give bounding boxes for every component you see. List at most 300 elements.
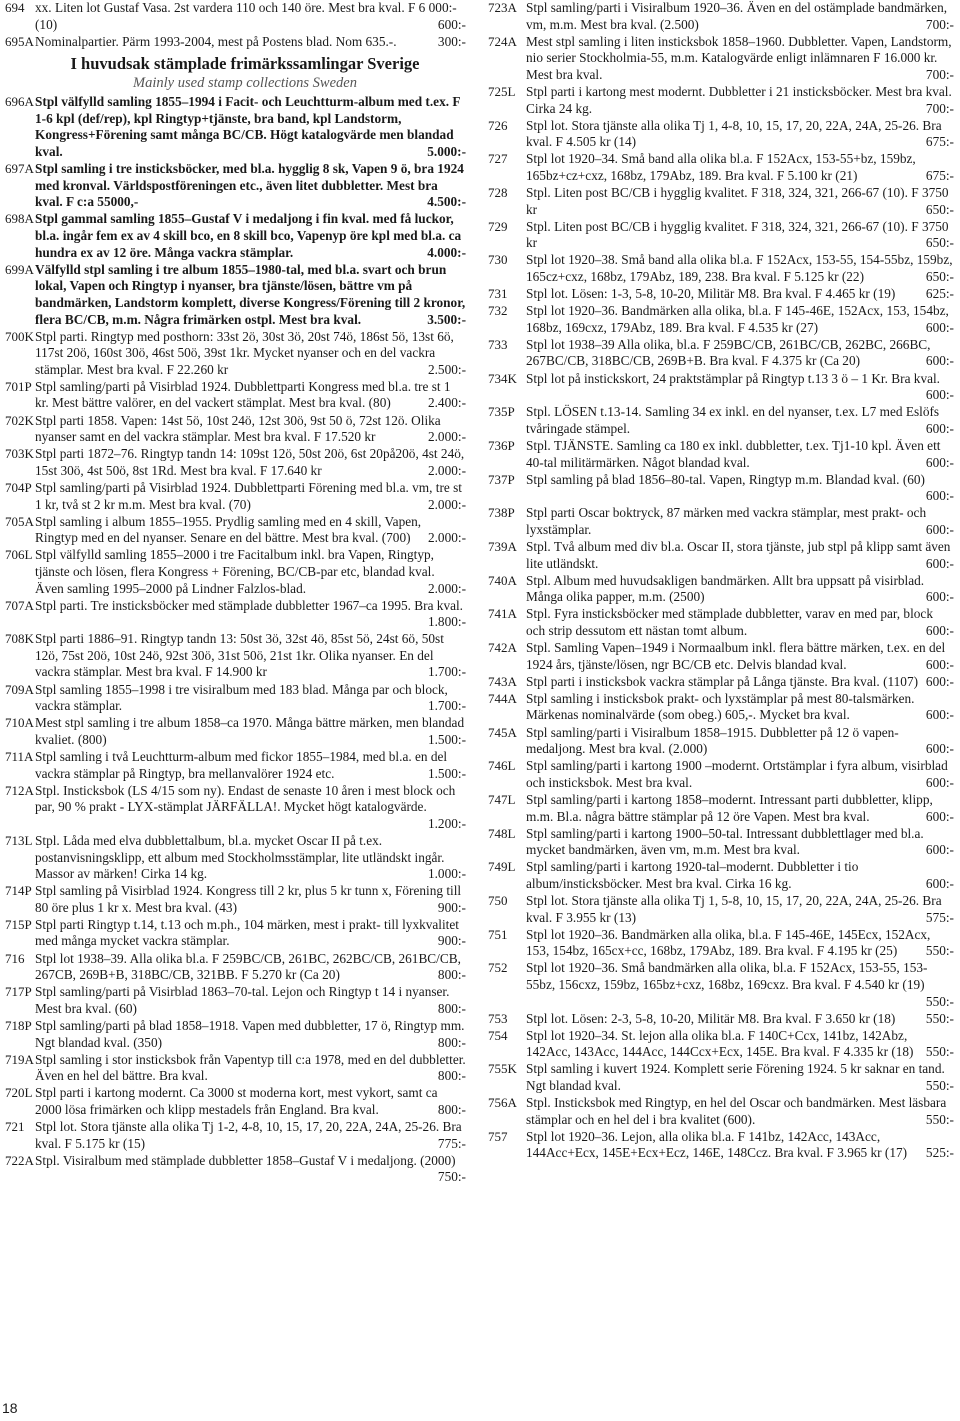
lot-entry [0, 1119, 470, 1152]
lot-description: Stpl samling/parti i kartong 1900–50-tal. Intressant dubblettlager med bl.a. mycket bandmärken, även vm, m.m. Mest bra kval. [526, 825, 924, 858]
lot-entry [0, 211, 470, 261]
lot-description-block [35, 1018, 470, 1051]
lot-description-block [526, 893, 958, 926]
lot-entry [0, 34, 470, 51]
lot-number: 740A [488, 572, 517, 588]
lot-description-block [526, 286, 958, 303]
lot-number: 699A [5, 261, 34, 277]
lot-number: 707A [5, 597, 34, 613]
lot-entry [0, 984, 470, 1017]
lot-price: 1.800:- [427, 614, 466, 630]
lot-price: 550:- [925, 943, 954, 959]
lot-description: Stpl parti. Tre insticksböcker med stämplade dubbletter 1967–ca 1995. Bra kval. [35, 597, 464, 613]
lot-number: 723A [488, 0, 517, 15]
lot-description-block [526, 1011, 958, 1028]
lot-description: Stpl lot. Stora tjänste alla olika Tj 1-2, 4-8, 10, 15, 17, 20, 22A, 24A, 25-26. Bra kval. F 5.175 kr (15) [35, 1119, 462, 1151]
lot-description: Stpl lot 1920–34. Små band alla olika bl.a. F 152Acx, 153-55+bz, 159bz, 165bz+cz+cxz, 168bz, 179Abz, 189. Bra kval. F 5.100 kr (21) [526, 151, 916, 183]
lot-number: 734K [488, 370, 517, 386]
lot-price: 550:- [925, 1010, 954, 1026]
lot-entry [488, 219, 958, 252]
lot-description: Stpl. Samling Vapen–1949 i Normaalbum inkl. flera bättre märken, t.ex. en del 1924 års, tjänste/lösen, ngr BC/CB etc. Delvis blandad kval. [526, 640, 946, 672]
lot-description-block [35, 631, 470, 681]
lot-description-block [35, 1119, 470, 1152]
lot-description: Stpl lot 1920–38. Små band alla olika bl.a. F 152Acx, 153-55, 154-55bz, 159bz, 165cz+cxz, 168bz, 179Abz, 189, 238. Bra kval. F 5.125 kr (22) [526, 252, 953, 284]
lot-description-block [526, 960, 958, 1010]
lot-price: 700:- [925, 100, 954, 116]
lot-description: Stpl samling/parti på Visirblad 1863–70-tal. Lejon och Ringtyp t 14 i nyanser. Mest bra kval. (60) [35, 984, 450, 1016]
lot-description-block [526, 303, 958, 336]
lot-description-block [35, 1153, 470, 1186]
lot-entry [0, 783, 470, 833]
lot-description: Stpl samling/parti på Visirblad 1924. Dubblettparti Kongress med bl.a. tre st 1 kr. Mest bättre valörer, en del vackert stämplat. Mest bra kval. (80) [35, 378, 451, 411]
lot-number: 729 [488, 218, 508, 234]
lot-number: 709A [5, 681, 34, 697]
lot-description-block [35, 682, 470, 715]
lot-description: xx. Liten lot Gustaf Vasa. 2st vardera 110 och 140 öre. Mest bra kval. F 6 000:- (10) [35, 0, 457, 32]
lot-number: 716 [5, 950, 25, 966]
lot-description-block [35, 917, 470, 950]
lot-description: Stpl parti i kartong mest modernt. Dubbletter i 21 insticksböcker. Mest bra kval. Cirka 24 kg. [526, 83, 952, 116]
lot-description: Stpl samling/parti i kartong 1858–modernt. Intressant parti dubbletter, klipp, m.m. Bl.a. några bättre stämplar på 12 öre Vapen. Mest bra kval. [526, 791, 933, 824]
lot-price: 4.000:- [427, 244, 466, 260]
lot-description: Stpl samling i album 1855–1955. Prydlig samling med en 4 skill, Vapen, Ringtyp med en del nyanser. Senare en del bättre. Mest bra kval. (700) [35, 513, 422, 546]
lot-price: 2.500:- [427, 361, 466, 377]
lot-price: 750:- [437, 1169, 466, 1185]
lot-description: Stpl samling på blad 1856–80-tal. Vapen, Ringtyp m.m. Blandad kval. (60) [526, 471, 925, 487]
lot-number: 721 [5, 1119, 25, 1134]
lot-entry [0, 94, 470, 160]
lot-entry [488, 674, 958, 691]
lot-number: 720L [5, 1085, 33, 1101]
lot-description-block [526, 859, 958, 892]
lot-price: 2.000:- [427, 496, 466, 512]
lot-entry [488, 539, 958, 572]
lot-entry [488, 404, 958, 437]
lot-description-block [35, 1052, 470, 1085]
lot-description-block [35, 783, 470, 833]
lot-price: 2.000:- [427, 462, 466, 478]
lot-price: 2.000:- [427, 580, 466, 596]
lot-description-block [526, 758, 958, 791]
lot-entry [0, 446, 470, 479]
lot-description: Stpl parti Ringtyp t.14, t.13 och m.ph., 104 märken, mest i prakt- till lyxkvalitet med många mycket vackra stämplar. [35, 916, 459, 949]
lot-entry [0, 480, 470, 513]
lot-description: Stpl lot på instickskort, 24 praktstämplar på Ringtyp t.13 3 ö – 1 Kr. Bra kval. [526, 370, 941, 386]
lot-entry [488, 606, 958, 639]
lot-entry [488, 252, 958, 285]
lot-description-block [526, 927, 958, 960]
lot-number: 747L [488, 791, 516, 807]
lot-price: 900:- [437, 933, 466, 949]
lot-description: Stpl samling i insticksbok prakt- och lyxstämplar på mest 80-talsmärken. Märkenas nominalvärde (som obeg.) 605,-. Mycket bra kval. [526, 690, 915, 723]
lot-price: 525:- [925, 1145, 954, 1161]
lot-entry [0, 0, 470, 33]
lot-number: 712A [5, 782, 34, 798]
lot-entry [488, 758, 958, 791]
lot-number: 702K [5, 412, 34, 428]
lot-description: Stpl parti i kartong modernt. Ca 3000 st moderna kort, mest vykort, samt ca 2000 lösa frimärken och klipp mestadels från England. Bra kval. [35, 1085, 438, 1117]
lot-price: 550:- [925, 1044, 954, 1060]
lot-number: 743A [488, 673, 517, 689]
lot-description-block [526, 219, 958, 252]
lot-price: 1.500:- [427, 731, 466, 747]
lot-description-block [35, 715, 470, 748]
lot-description-block [526, 1028, 958, 1061]
lot-price: 2.400:- [427, 395, 466, 411]
lot-description-block [526, 151, 958, 184]
lot-number: 708K [5, 631, 34, 647]
lot-description: Stpl samling på Visirblad 1924. Kongress till 2 kr, plus 5 kr tunn x, Förening till 80 öre plus 1 kr x. Mest bra kval. (43) [35, 883, 462, 915]
lot-description: Stpl lot 1920–36. Bandmärken alla olika, bl.a. F 145-46E, 145Ecx, 152Acx, 153, 154bz, 165cx+cc, 168bz, 179Abz, 189. Bra kval. F 4.195 kr (25) [526, 926, 931, 959]
lot-price: 1.500:- [427, 765, 466, 781]
lot-number: 725L [488, 83, 516, 99]
lot-price: 300:- [437, 33, 466, 49]
lot-entry [0, 631, 470, 681]
lot-price: 600:- [925, 656, 954, 672]
lot-description-block [35, 379, 470, 412]
lot-price: 600:- [925, 808, 954, 824]
lot-entry [0, 379, 470, 412]
lot-number: 705A [5, 513, 34, 529]
lot-entry [488, 151, 958, 184]
lot-description: Stpl lot 1938–39 Alla olika, bl.a. F 259BC/CB, 261BC/CB, 262BC, 266BC, 267BC/CB, 318BC/CB, 269B+B. Bra kval. F 4.375 kr (Ca 20) [526, 336, 931, 369]
lot-description: Stpl samling/parti i kartong 1900 –modernt. Ortstämplar i fyra album, visirblad och insticksbok. Mest bra kval. [526, 758, 948, 790]
lot-entry [488, 1011, 958, 1028]
lot-description: Stpl. Insticksbok med Ringtyp, en hel del Oscar och bandmärken. Mest läsbara stämplar och en hel del i bra kvalitet (600). [526, 1095, 947, 1127]
lot-number: 728 [488, 185, 508, 201]
lot-entry [488, 927, 958, 960]
lot-description-block [35, 749, 470, 782]
lot-number: 745A [488, 724, 517, 740]
lot-description-block [526, 337, 958, 370]
lot-price: 600:- [925, 488, 954, 504]
lot-price: 600:- [925, 420, 954, 436]
lot-description-block [35, 0, 470, 33]
lot-number: 700K [5, 328, 34, 344]
lot-number: 727 [488, 151, 508, 167]
lot-price: 700:- [925, 16, 954, 32]
lot-price: 575:- [925, 909, 954, 925]
lot-description: Mest stpl samling i liten insticksbok 1858–1960. Dubbletter. Vapen, Landstorm, nio serier Stockholmia-55, m.m. Katalogvärde enligt inlämnaren F 16.000 kr. Mest bra kval. [526, 33, 952, 82]
lot-description: Stpl samling i kuvert 1924. Komplett serie Förening 1924. 5 kr saknar en tand. Ngt blandad kval. [526, 1061, 945, 1093]
lot-description: Stpl samling 1855–1998 i tre visiralbum med 183 blad. Många par och block, vackra stämplar. [35, 681, 448, 714]
lot-entry [0, 917, 470, 950]
lot-number: 701P [5, 378, 32, 394]
lot-number: 697A [5, 161, 34, 177]
lot-description-block [35, 34, 470, 51]
lot-entry [488, 1129, 958, 1162]
lot-entry [0, 547, 470, 597]
lot-price: 5.000:- [427, 144, 466, 160]
lot-price: 600:- [925, 622, 954, 638]
lot-description: Stpl parti 1886–91. Ringtyp tandn 13: 50st 3ö, 32st 4ö, 85st 5ö, 24st 6ö, 50st 12ö, 75st 20ö, 10st 24ö, 92st 30ö, 31st 50ö, 21st 1kr. Olika nyanser. En del vackra stämplar. Mest bra kval. F 14.900 kr [35, 631, 444, 680]
section-subtitle: Mainly used stamp collections Sweden [133, 75, 357, 92]
lot-description-block [526, 0, 958, 33]
lot-entry [488, 1028, 958, 1061]
lot-number: 756A [488, 1095, 517, 1111]
lot-description-block [35, 262, 470, 328]
lot-description: Stpl. Låda med elva dubblettalbum, bl.a. mycket Oscar II på t.ex. postanvisningsklipp, ett album med Stockholmsstämplar, lite utländskt ingår. Massor av märken! Cirka 14 kg. [35, 832, 445, 882]
lot-description-block [35, 413, 470, 446]
lot-description: Välfylld stpl samling i tre album 1855–1980-tal, med bl.a. svart och brun lokal, Vapen och Ringtyp i nyanser, bra tjänste/lösen, bättre vm på bandmärken, Landstorm komplett, diverse Kongress/Förening till 2 kronor, flera BC/CB, m.m. Några frimärken ostpl. Mest bra kval. [35, 261, 466, 327]
lot-price: 800:- [437, 1000, 466, 1016]
lot-number: 706L [5, 547, 33, 563]
lot-number: 752 [488, 960, 508, 976]
lot-number: 736P [488, 437, 515, 453]
lot-description: Stpl lot. Stora tjänste alla olika Tj 1, 5-8, 10, 15, 17, 20, 22A, 24A, 25-26. Bra kval. F 3.955 kr (13) [526, 892, 942, 925]
lot-description-block [526, 826, 958, 859]
lot-entry [0, 413, 470, 446]
lot-price: 600:- [925, 521, 954, 537]
lot-entry [0, 161, 470, 211]
lot-entry [0, 682, 470, 715]
lot-price: 900:- [437, 899, 466, 915]
lot-price: 600:- [925, 387, 954, 403]
lot-entry [488, 34, 958, 84]
section-title: I huvudsak stämplade frimärkssamlingar Sverige [70, 54, 420, 74]
lot-price: 550:- [925, 1078, 954, 1093]
lot-number: 730 [488, 252, 508, 268]
lot-description: Stpl parti 1858. Vapen: 14st 5ö, 10st 24ö, 12st 30ö, 9st 50 ö, 72st 12ö. Olika nyanser samt en del vackra stämplar. Mest bra kval. F 17.520 kr [35, 412, 441, 445]
lot-number: 737P [488, 471, 515, 487]
lot-entry [488, 1095, 958, 1128]
lot-entry [0, 1052, 470, 1085]
lot-number: 738P [488, 505, 515, 521]
lot-description-block [35, 547, 470, 597]
lot-description: Stpl. Visiralbum med stämplade dubbletter 1858–Gustaf V i medaljong. (2000) [35, 1152, 456, 1168]
lot-price: 600:- [925, 555, 954, 571]
lot-description-block [526, 252, 958, 285]
lot-number: 710A [5, 715, 34, 731]
lot-description: Stpl. Liten post BC/CB i hygglig kvalitet. F 318, 324, 321, 266-67 (10). F 3750 kr [526, 218, 949, 251]
lot-description-block [35, 211, 470, 261]
lot-price: 800:- [437, 1068, 466, 1084]
lot-number: 735P [488, 404, 515, 420]
lot-description: Stpl. Album med huvudsakligen bandmärken. Allt bra uppsatt på visirblad. Många olika papper, m.m. (2500) [526, 572, 925, 605]
lot-description: Stpl lot 1920–36. Lejon, alla olika bl.a. F 141bz, 142Acc, 143Acc, 144Acc+Ecx, 145E+Ecx+Ecz, 146E, 148Ccz. Bra kval. F 3.965 kr (17) [526, 1128, 908, 1161]
lot-description: Stpl samling i två Leuchtturm-album med fickor 1855–1984, med bl.a. en del vackra stämplar på Ringtyp, bra mellanvalörer 1924 etc. [35, 748, 448, 781]
lot-description-block [526, 674, 958, 691]
lot-price: 1.700:- [427, 698, 466, 714]
lot-price: 700:- [925, 66, 954, 82]
lot-description-block [35, 161, 470, 211]
lot-number: 750 [488, 892, 508, 908]
lot-number: 718P [5, 1017, 32, 1033]
lot-price: 2.000:- [427, 429, 466, 445]
lot-price: 600:- [437, 16, 466, 32]
lot-number: 726 [488, 117, 508, 133]
right-column [488, 0, 958, 1162]
lot-description-block [526, 185, 958, 218]
left-column [0, 0, 470, 1186]
lot-price: 650:- [925, 201, 954, 217]
lot-description: Stpl samling i tre insticksböcker, med bl.a. hygglig 8 sk, Vapen 9 ö, bra 1924 med kronval. Världspostföreningen etc., även litet dubbletter. Mest bra kval. F c:a 55000,- [35, 161, 464, 210]
lot-price: 600:- [925, 454, 954, 470]
lot-entry [488, 725, 958, 758]
lot-entry [488, 505, 958, 538]
lot-description: Stpl samling/parti på blad 1858–1918. Vapen med dubbletter, 17 ö, Ringtyp mm. Ngt blandad kval. (350) [35, 1017, 465, 1050]
lot-description: Stpl samling i stor insticksbok från Vapentyp till c:a 1978, med en del dubbletter. Även en hel del bättre. Bra kval. [35, 1051, 466, 1084]
lot-description-block [35, 480, 470, 513]
lot-number: 746L [488, 758, 516, 774]
lot-description-block [35, 514, 470, 547]
lot-description-block [35, 329, 470, 379]
page-number: 18 [2, 1400, 18, 1416]
lot-description-block [526, 792, 958, 825]
lot-description-block [526, 1095, 958, 1128]
lot-description: Stpl parti 1872–76. Ringtyp tandn 14: 109st 12ö, 50st 20ö, 6st 20på20ö, 4st 24ö, 15st 30ö, 4st 50ö, 8st 1Rd. Mest bra kval. F 17.640 kr [35, 446, 465, 478]
lot-entry [0, 262, 470, 328]
lot-price: 1.000:- [427, 866, 466, 882]
lot-number: 739A [488, 539, 517, 554]
lot-number: 753 [488, 1010, 508, 1026]
lot-price: 650:- [925, 235, 954, 251]
lot-entry [488, 0, 958, 33]
lot-description: Stpl. Två album med div bl.a. Oscar II, stora tjänste, jub stpl på klipp samt även lite utländskt. [526, 539, 951, 571]
lot-entry [488, 640, 958, 673]
lot-description: Stpl samling/parti i Visiralbum 1858–1915. Dubbletter på 12 ö vapen-medaljong. Mest bra kval. (2.000) [526, 724, 899, 757]
lot-number: 704P [5, 479, 32, 495]
lot-number: 695A [5, 33, 34, 49]
lot-number: 719A [5, 1051, 34, 1067]
lot-number: 711A [5, 748, 34, 764]
lot-price: 4.500:- [427, 194, 466, 210]
lot-entry [0, 514, 470, 547]
lot-price: 550:- [925, 1111, 954, 1127]
lot-number: 755K [488, 1061, 517, 1077]
lot-description-block [526, 438, 958, 471]
lot-description: Stpl lot. Stora tjänste alla olika Tj 1, 4-8, 10, 15, 17, 20, 22A, 24A, 25-26. Bra kval. F 4.505 kr (14) [526, 117, 942, 150]
lot-number: 751 [488, 926, 508, 942]
lot-entry [0, 1018, 470, 1051]
lot-number: 757 [488, 1128, 508, 1144]
lot-description-block [526, 1129, 958, 1162]
lot-entry [488, 371, 958, 404]
lot-entry [488, 303, 958, 336]
lot-entry [488, 84, 958, 117]
lot-number: 731 [488, 286, 508, 302]
lot-price: 600:- [925, 319, 954, 335]
lot-entry [0, 1085, 470, 1118]
lot-entry [0, 951, 470, 984]
lot-description: Nominalpartier. Pärm 1993-2004, mest på Postens blad. Nom 635.-. [35, 33, 397, 49]
lot-entry [488, 1061, 958, 1094]
lot-price: 600:- [925, 741, 954, 757]
lot-description-block [526, 725, 958, 758]
lot-description-block [526, 472, 958, 505]
lot-number: 717P [5, 984, 32, 1000]
lot-description-block [526, 640, 958, 673]
lot-number: 696A [5, 94, 34, 110]
lot-entry [488, 472, 958, 505]
lot-description-block [526, 84, 958, 117]
lot-price: 600:- [925, 353, 954, 369]
lot-entry [488, 893, 958, 926]
lot-entry [488, 185, 958, 218]
lot-number: 742A [488, 640, 517, 656]
lot-description-block [526, 606, 958, 639]
lot-description-block [526, 34, 958, 84]
lot-description-block [526, 505, 958, 538]
lot-description-block [526, 1061, 958, 1094]
lot-entry [488, 691, 958, 724]
lot-price: 600:- [925, 875, 954, 891]
lot-number: 722A [5, 1152, 34, 1168]
lot-description-block [526, 573, 958, 606]
lot-price: 675:- [925, 167, 954, 183]
lot-description-block [35, 883, 470, 916]
lot-description-block [526, 691, 958, 724]
lot-description: Stpl parti. Ringtyp med posthorn: 33st 2ö, 30st 3ö, 20st 74ö, 186st 5ö, 13st 6ö, 117st 20ö, 160st 30ö, 46st 50ö, 39st 1kr. Mycket nyanser och en del vackra stämplar. Mest bra kval. F 22.260 kr [35, 328, 454, 377]
lot-number: 724A [488, 33, 517, 49]
lot-price: 625:- [925, 286, 954, 302]
lot-number: 748L [488, 825, 516, 841]
lot-description: Stpl lot 1920–36. Bandmärken alla olika, bl.a. F 145-46E, 152Acx, 153, 154bz, 168bz, 169cxz, 179Abz, 189. Bra kval. F 4.535 kr (27) [526, 303, 949, 335]
lot-entry [488, 337, 958, 370]
lot-entry [0, 833, 470, 883]
lot-price: 675:- [925, 134, 954, 150]
lot-description: Stpl. TJÄNSTE. Samling ca 180 ex inkl. dubbletter, t.ex. Tj1-10 kpl. Även ett 40-tal militärmärken. Något blandad kval. [526, 437, 941, 470]
lot-description: Stpl lot 1920–34. St. lejon alla olika bl.a. F 140C+Ccx, 141bz, 142Abz, 142Acc, 143Acc, 144Acc, 144Ccx+Ecx, 145E. Bra kval. F 4.335 kr (18) [526, 1027, 914, 1060]
lot-price: 550:- [925, 993, 954, 1009]
lot-price: 600:- [925, 842, 954, 858]
lot-price: 650:- [925, 269, 954, 284]
lot-description: Stpl gammal samling 1855–Gustaf V i medaljong i fin kval. med få luckor, bl.a. ingår fem ex av 4 skill bco, en 8 skill bco, Vapenyp öre kpl med bl.a. ca hundra ex av 12 öre. Många vackra stämplar. [35, 211, 462, 260]
lot-price: 600:- [925, 774, 954, 790]
lot-number: 744A [488, 690, 517, 706]
lot-description: Stpl samling/parti på Visirblad 1924. Dubblettparti Förening med bl.a. vm, tre st 1 kr, två st 2 kr m.m. Mest bra kval. (70) [35, 479, 462, 512]
lot-entry [488, 573, 958, 606]
lot-entry [0, 715, 470, 748]
lot-price: 1.700:- [427, 664, 466, 680]
lot-entry [488, 792, 958, 825]
lot-entry [488, 438, 958, 471]
lot-description: Stpl. Liten post BC/CB i hygglig kvalitet. F 318, 324, 321, 266-67 (10). F 3750 kr [526, 185, 949, 217]
lot-entry [488, 286, 958, 303]
lot-entry [488, 118, 958, 151]
lot-number: 694 [5, 0, 25, 15]
lot-number: 732 [488, 303, 508, 319]
lot-price: 1.200:- [427, 815, 466, 831]
lot-price: 600:- [925, 707, 954, 723]
lot-entry [0, 749, 470, 782]
lot-entry [0, 1153, 470, 1186]
lot-description: Stpl. Insticksbok (LS 4/15 som ny). Endast de senaste 10 åren i mest block och par, 90 % prakt - LYX-stämplat JÄRFÄLLA!. Mycket högt katalogvärde. [35, 782, 456, 815]
lot-description: Stpl lot 1920–36. Små bandmärken alla olika, bl.a. F 152Acx, 153-55, 153-55bz, 156cxz, 159bz, 165bz+cxz, 168bz, 169cxz. Bra kval. F 4.540 kr (19) [526, 960, 928, 992]
lot-number: 698A [5, 211, 34, 227]
lot-description-block [35, 446, 470, 479]
lot-description-block [35, 598, 470, 631]
lot-number: 754 [488, 1027, 508, 1043]
lot-number: 749L [488, 859, 516, 875]
lot-description-block [526, 118, 958, 151]
lot-entry [0, 598, 470, 631]
lot-price: 775:- [437, 1135, 466, 1151]
lot-price: 2.000:- [427, 530, 466, 546]
lot-description-block [526, 404, 958, 437]
lot-description: Stpl lot. Lösen: 1-3, 5-8, 10-20, Militär M8. Bra kval. F 4.465 kr (19) [526, 286, 896, 302]
lot-description-block [35, 833, 470, 883]
lot-number: 703K [5, 446, 34, 462]
lot-entry [488, 826, 958, 859]
lot-description-block [526, 371, 958, 404]
lot-description: Stpl. Fyra insticksböcker med stämplade dubbletter, varav en med par, block och strip dessutom ett nästan tomt album. [526, 606, 933, 638]
lot-price: 800:- [437, 1101, 466, 1117]
lot-number: 741A [488, 606, 517, 622]
lot-price: 600:- [925, 589, 954, 605]
lot-price: 800:- [437, 1034, 466, 1050]
lot-description: Stpl lot. Lösen: 2-3, 5-8, 10-20, Militär M8. Bra kval. F 3.650 kr (18) [526, 1010, 896, 1026]
